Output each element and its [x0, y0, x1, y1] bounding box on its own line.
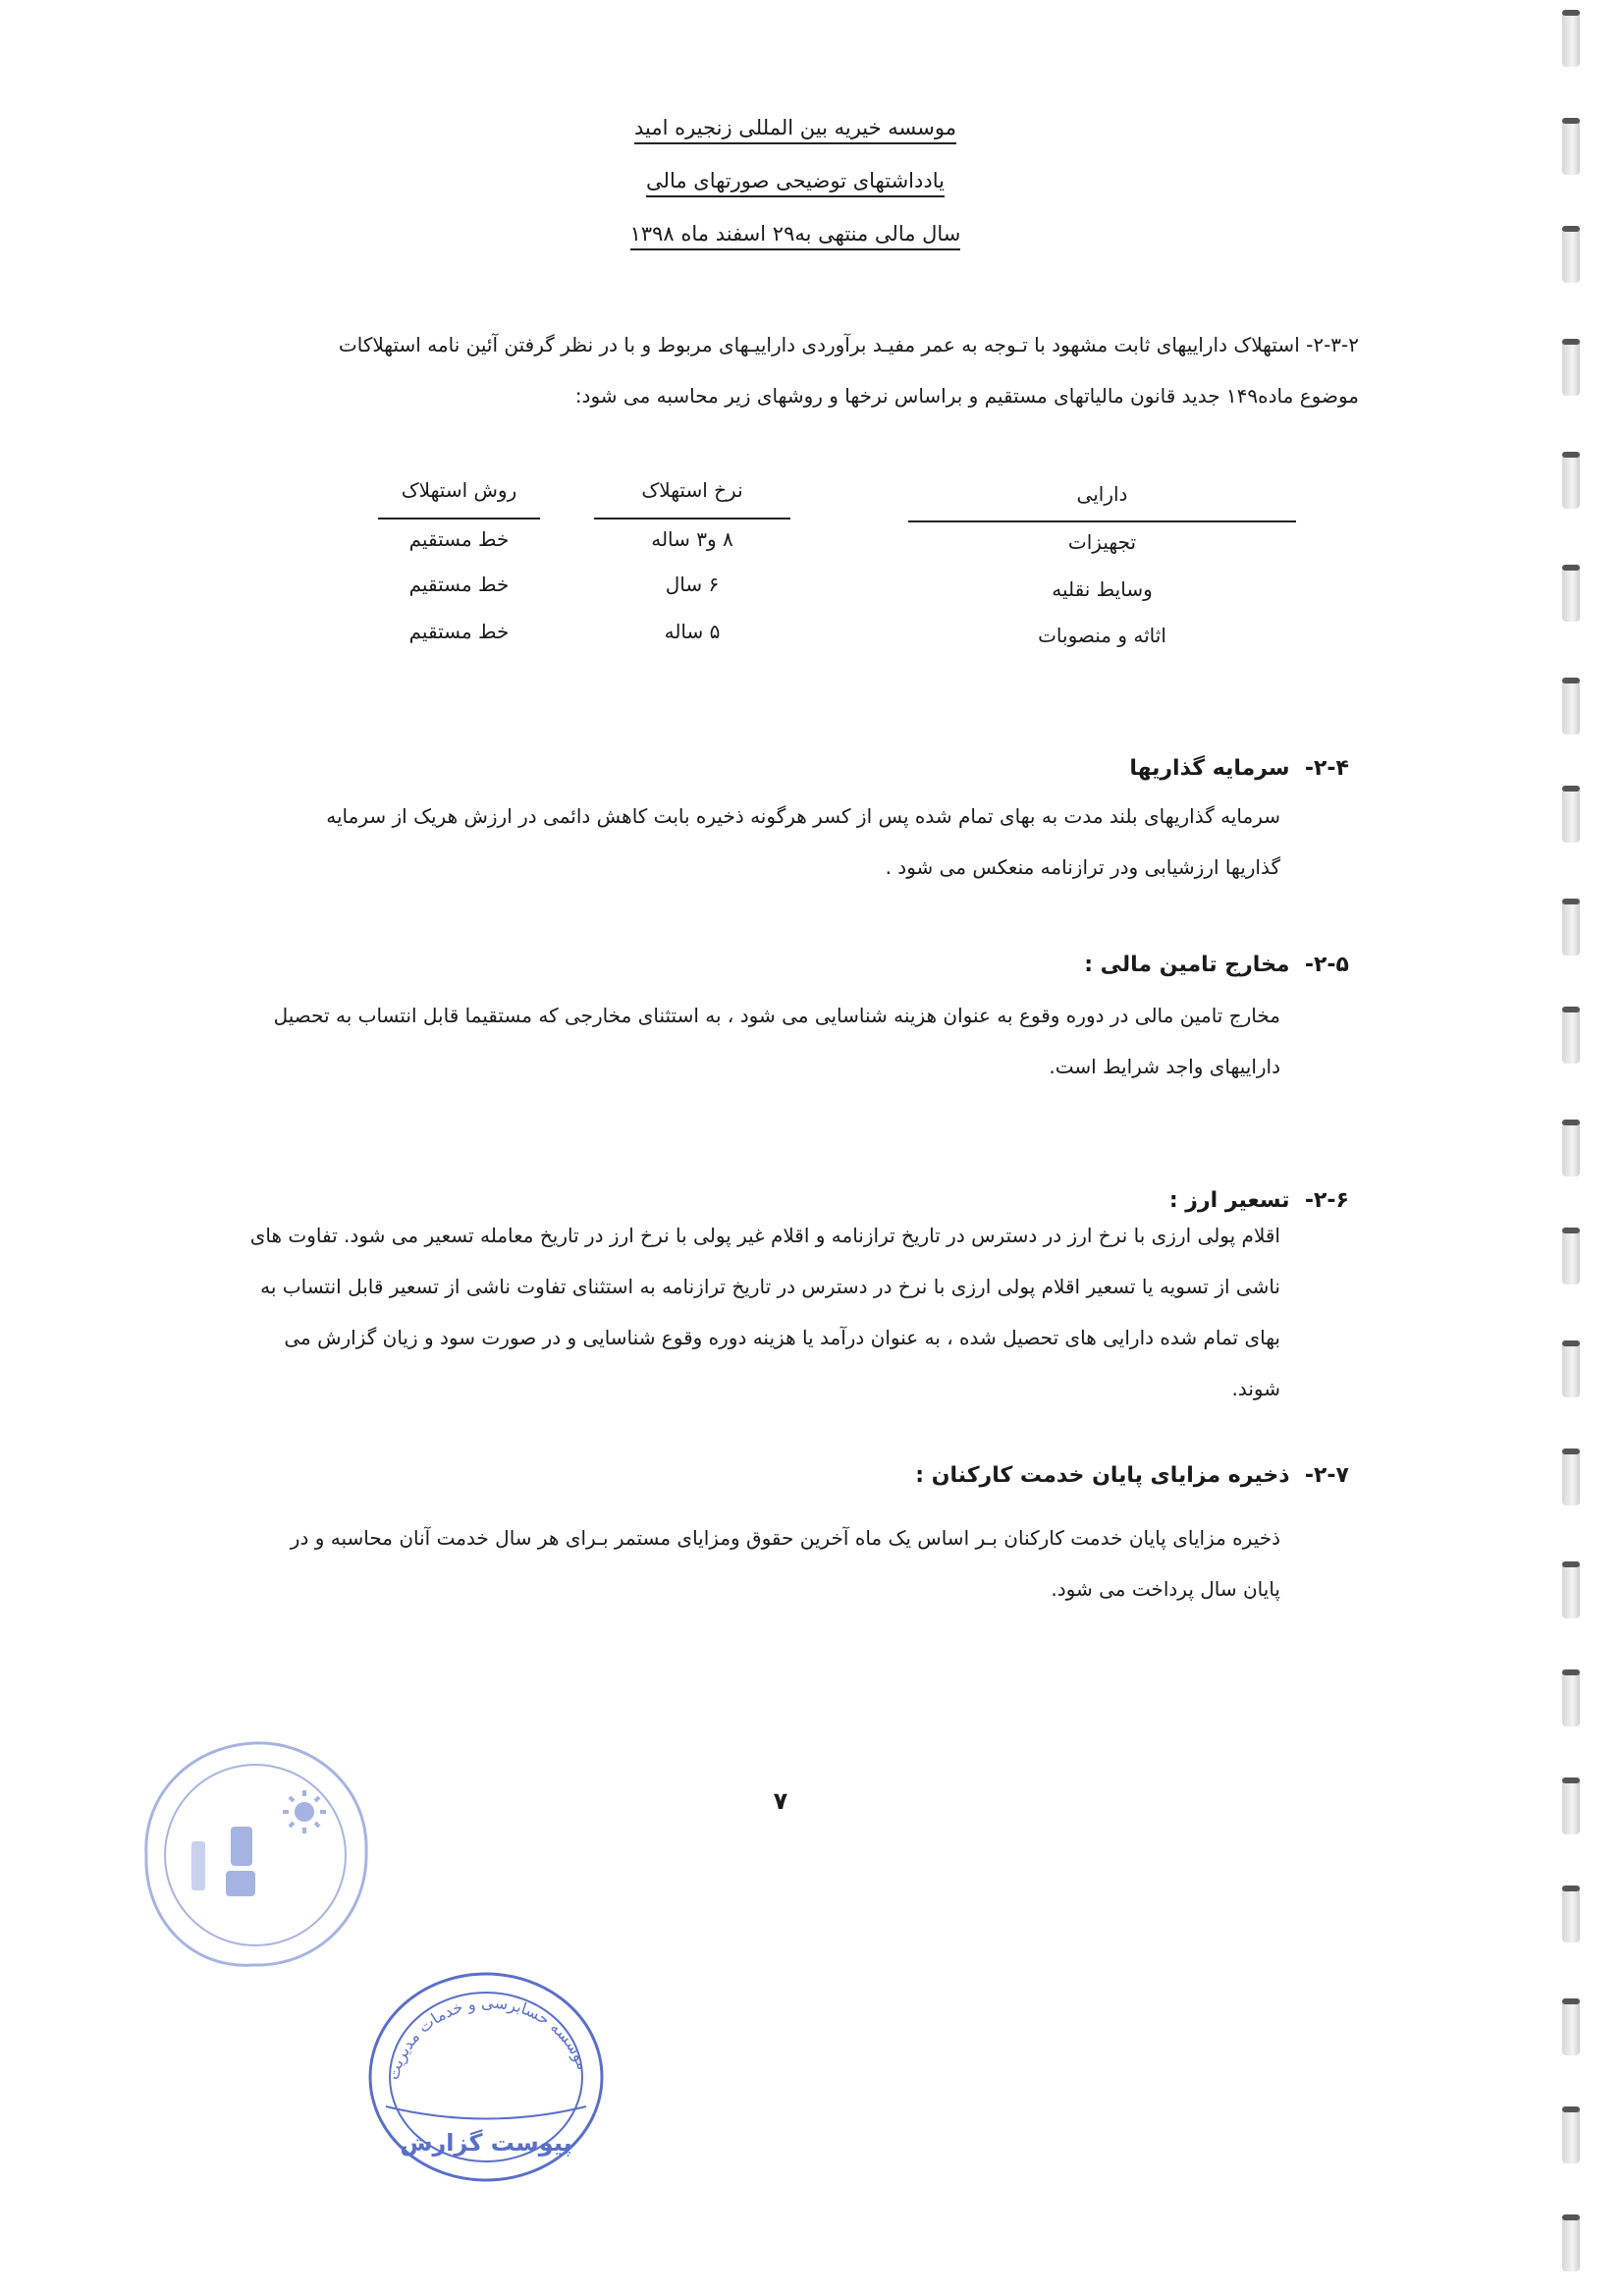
section-2-6-line1: اقلام پولی ارزی با نرخ ارز در دسترس در تاریخ ترازنامه و اقلام غیر پولی با نرخ ارز در تاریخ معامله تسعیر می شود. تفاوت های: [249, 1224, 1280, 1247]
section-2-5-line1: مخارج تامین مالی در دوره وقوع به عنوان هزینه شناسایی می شود ، به استثنای مخارجی که مستقیما قابل انتساب به تحصیل: [273, 1004, 1280, 1027]
section-2-6-title: تسعیر ارز :: [1168, 1188, 1290, 1213]
binding-ring: [1562, 452, 1580, 509]
section-2-4-line1: سرمایه گذاریهای بلند مدت به بهای تمام شده پس از کسر هرگونه ذخیره بابت کاهش دائمی در ارزش هریک از سرمایه: [326, 804, 1280, 828]
section-2-5-body: [141, 990, 1280, 1092]
binding-ring: [1562, 1777, 1580, 1834]
table-header-asset: دارایی: [1076, 482, 1128, 506]
page-number: ۷: [773, 1787, 788, 1815]
table-row-2-asset: وسایط نقلیه: [1052, 577, 1153, 601]
section-2-7-body: [141, 1512, 1280, 1614]
section-2-7-line1: ذخیره مزایای پایان خدمت کارکنان بـر اساس یک ماه آخرین حقوق ومزایای مستمر بـرای هر سال خدمت آنان محاسبه و در: [290, 1526, 1280, 1550]
binding-ring: [1562, 1886, 1580, 1942]
section-2-6-heading: ۲-۶- تسعیر ارز :: [1168, 1188, 1349, 1213]
section-2-6-body: [141, 1210, 1280, 1414]
table-row-3-rate: ۵ ساله: [664, 620, 721, 643]
header-fiscal-year: سال مالی منتهی به۲۹ اسفند ماه ۱۳۹۸: [550, 222, 1041, 246]
table-row-1-asset: تجهیزات: [1067, 530, 1137, 554]
binding-ring: [1562, 1669, 1580, 1726]
section-2-4-number: ۲-۴: [1314, 756, 1349, 781]
binding-ring: [1562, 565, 1580, 622]
section-2-5-number: ۲-۵: [1314, 953, 1349, 977]
table-header-method-rule: [378, 518, 540, 519]
binding-ring: [1562, 2106, 1580, 2163]
section-2-7-title: ذخیره مزایای پایان خدمت کارکنان :: [915, 1463, 1290, 1488]
table-row-3-method: خط مستقیم: [408, 620, 510, 643]
header-org-name: موسسه خیریه بین المللی زنجیره امید: [550, 116, 1041, 139]
section-2-6-number: ۲-۶: [1314, 1188, 1349, 1213]
stamp-ring-text: موسسه حسابرسی و خدمات مدیریت: [383, 1993, 593, 2082]
table-row-3-asset: اثاثه و منصوبات: [1038, 624, 1166, 647]
section-2-7-heading: ۲-۷- ذخیره مزایای پایان خدمت کارکنان :: [915, 1463, 1349, 1488]
section-2-5-heading: ۲-۵- مخارج تامین مالی :: [1084, 953, 1349, 977]
section-2-3-2-line2: موضوع ماده۱۴۹ جدید قانون مالیاتهای مستقیم و براساس نرخها و روشهای زیر محاسبه می شود:: [574, 384, 1359, 408]
binding-ring: [1562, 1007, 1580, 1064]
table-row-1-method: خط مستقیم: [408, 527, 510, 551]
table-row-1-rate: ۸ و۳ ساله: [651, 527, 733, 551]
section-2-7-line2: پایان سال پرداخت می شود.: [1051, 1577, 1280, 1601]
binding-ring: [1562, 1449, 1580, 1505]
binding-ring: [1562, 1561, 1580, 1618]
table-header-rate: نرخ استهلاک: [641, 478, 743, 502]
section-2-4-title: سرمایه گذاریها: [1129, 756, 1290, 781]
section-2-5-line2: داراییهای واجد شرایط است.: [1049, 1055, 1280, 1078]
binding-ring: [1562, 118, 1580, 175]
binding-ring: [1562, 1120, 1580, 1176]
header-report-title: یادداشتهای توضیحی صورتهای مالی: [550, 169, 1041, 192]
section-2-6-line4: شوند.: [1231, 1377, 1280, 1400]
binding-ring: [1562, 899, 1580, 956]
binding-ring: [1562, 1998, 1580, 2055]
table-header-asset-rule: [908, 520, 1296, 522]
section-2-3-2: [298, 319, 1359, 421]
section-2-7-number: ۲-۷: [1314, 1463, 1349, 1488]
section-2-4-body: [220, 791, 1280, 893]
circular-seal-stamp: [133, 1733, 378, 1979]
table-row-2-method: خط مستقیم: [408, 573, 510, 596]
binding-ring: [1562, 2214, 1580, 2271]
binding-ring: [1562, 10, 1580, 67]
section-2-6-line2: ناشی از تسویه یا تسعیر اقلام پولی ارزی با نرخ در دسترس در تاریخ ترازنامه به استثنای تفاوت ناشی از تسعیر قابل انتساب به: [260, 1275, 1280, 1298]
report-attachment-stamp: [358, 1964, 614, 2190]
binding-ring: [1562, 226, 1580, 283]
section-2-4-heading: ۲-۴- سرمایه گذاریها: [1129, 756, 1349, 781]
table-header-rate-rule: [594, 518, 790, 519]
section-2-3-2-line1: ۲-۳-۲- استهلاک داراییهای ثابت مشهود با تـوجه به عمر مفیـد برآوردی داراییـهای مربوط و با در نظر گرفتن آئین نامه استهلاکات: [338, 333, 1359, 356]
binding-ring: [1562, 339, 1580, 396]
section-2-4-line2: گذاریها ارزشیابی ودر ترازنامه منعکس می شود .: [885, 855, 1280, 879]
binding-ring: [1562, 786, 1580, 843]
table-header-method: روش استهلاک: [401, 478, 517, 502]
section-2-5-title: مخارج تامین مالی :: [1084, 953, 1290, 977]
stamp-label-text: پیوست گزارش: [400, 2129, 572, 2157]
table-row-2-rate: ۶ سال: [665, 573, 720, 596]
binding-ring: [1562, 1228, 1580, 1285]
binding-ring: [1562, 678, 1580, 735]
depreciation-table: [373, 476, 1296, 663]
section-2-6-line3: بهای تمام شده دارایی های تحصیل شده ، به عنوان درآمد یا هزینه دوره وقوع شناسایی و در صورت سود و زیان گزارش می: [284, 1326, 1280, 1349]
binding-ring: [1562, 1340, 1580, 1397]
svg-text:موسسه حسابرسی و خدمات مدیریت: [383, 1994, 592, 2082]
